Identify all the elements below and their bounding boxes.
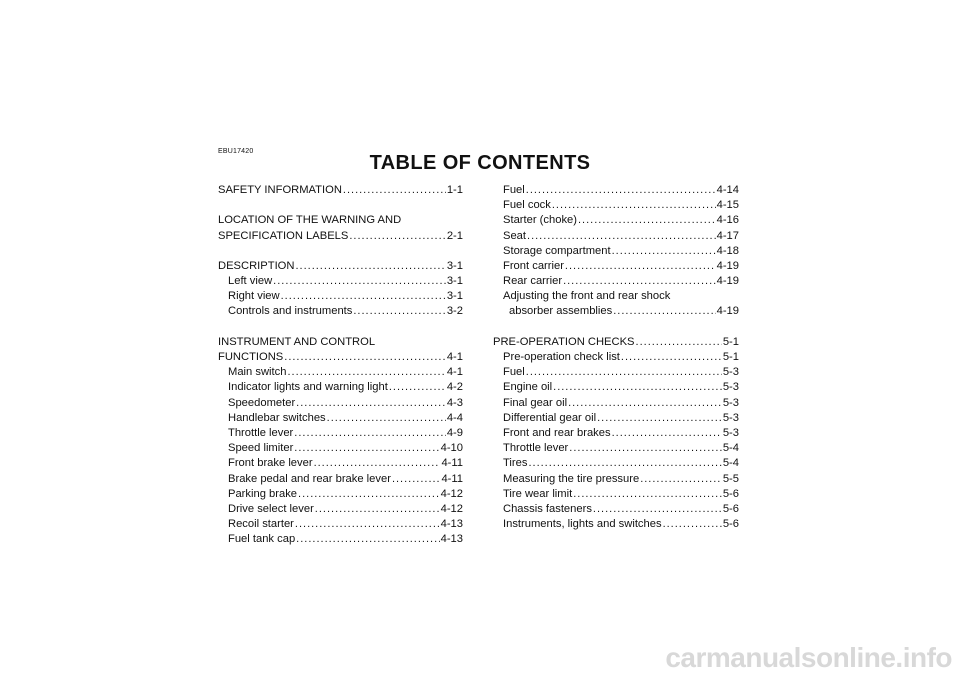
dot-leader [295,259,445,274]
toc-subentry[interactable] [218,411,463,426]
toc-entry-label: PRE-OPERATION CHECKS [493,335,635,348]
toc-entry-label: Handlebar switches [228,411,326,424]
toc-entry-label: Left view [228,275,273,288]
toc-entry-page: 5-6 [722,487,739,500]
toc-entry-label: Speed limiter [228,442,294,455]
toc-entry-label: Front carrier [503,259,564,272]
toc-entry-page: 5-5 [722,472,739,485]
dot-leader [287,365,445,380]
toc-entry-page: 3-1 [446,275,463,288]
toc-subentry[interactable] [218,305,463,320]
toc-entry-label: Drive select lever [228,502,314,515]
toc-entry-label: Fuel [503,183,525,196]
toc-entry-page: 4-11 [441,472,463,485]
toc-subentry[interactable] [218,487,463,502]
dot-leader [612,426,722,441]
toc-entry-label-line: Adjusting the front and rear shock [503,290,671,303]
dot-leader [578,213,716,228]
toc-entry-label: DESCRIPTION [218,259,295,272]
toc-entry-label: Measuring the tire pressure [503,472,640,485]
toc-entry-label: Fuel [503,366,525,379]
toc-entry-page: 4-13 [440,518,463,531]
dot-leader [327,411,446,426]
dot-leader [295,517,440,532]
dot-leader [298,487,440,502]
dot-leader [612,244,716,259]
document-code: EBU17420 [218,148,254,155]
toc-subentry[interactable] [493,426,739,441]
dot-leader [640,472,722,487]
toc-entry-label: Parking brake [228,487,298,500]
toc-subentry[interactable] [493,380,739,395]
toc-entry-label: Starter (choke) [503,214,577,227]
toc-subentry[interactable] [493,411,739,426]
dot-leader [294,426,446,441]
toc-subentry[interactable] [493,365,739,380]
toc-subentry[interactable] [218,456,463,471]
toc-entry-page: 5-6 [722,502,739,515]
toc-entry-label: Recoil starter [228,518,294,531]
dot-leader [389,380,446,395]
toc-subentry[interactable] [493,259,739,274]
toc-entry-page: 4-14 [716,183,739,196]
toc-entry-specification-labels[interactable] [218,229,463,244]
dot-leader [636,335,722,350]
dot-leader [527,229,716,244]
dot-leader [613,304,715,319]
toc-subentry[interactable] [493,213,739,228]
toc-entry-page: 1-1 [446,183,463,196]
dot-leader [593,502,722,517]
toc-entry-page: 4-19 [716,275,739,288]
toc-subentry[interactable] [493,350,739,365]
toc-entry-label: Throttle lever [503,442,569,455]
toc-entry-page: 4-12 [440,487,463,500]
toc-entry-label: Fuel tank cap [228,533,296,546]
toc-subentry[interactable] [493,183,739,198]
dot-leader [296,532,439,547]
toc-subentry[interactable] [218,472,463,487]
toc-subentry[interactable] [218,289,463,304]
dot-leader [526,183,716,198]
toc-subentry[interactable] [493,487,739,502]
dot-leader [621,350,722,365]
watermark: carmanualsonline.info [665,642,952,673]
toc-entry-label: Tire wear limit [503,487,573,500]
dot-leader [392,472,441,487]
dot-leader [597,411,722,426]
toc-subentry[interactable] [218,380,463,395]
dot-leader [569,441,722,456]
toc-entry-page: 5-4 [722,442,739,455]
spacer [218,244,463,259]
toc-entry-page: 4-2 [446,381,463,394]
toc-entry-label: Storage compartment [503,244,611,257]
toc-entry-safety-information[interactable] [218,183,463,198]
dot-leader [353,304,445,319]
toc-entry-page: 5-3 [722,381,739,394]
toc-entry-label: Rear carrier [503,275,563,288]
dot-leader [553,380,722,395]
toc-entry-page: 5-6 [722,518,739,531]
toc-entry-label: Right view [228,290,280,303]
toc-entry-label: Chassis fasteners [503,502,592,515]
spacer [218,320,463,335]
dot-leader [281,289,446,304]
toc-entry-page: 5-3 [722,411,739,424]
toc-subentry[interactable] [493,274,739,289]
dot-leader [314,456,441,471]
toc-subentry[interactable] [218,532,463,547]
toc-entry-label: FUNCTIONS [218,351,284,364]
toc-entry-page: 4-1 [446,351,463,364]
dot-leader [294,441,439,456]
toc-entry-page: 4-19 [716,259,739,272]
dot-leader [663,517,722,532]
toc-subentry[interactable] [493,517,739,532]
dot-leader [284,350,446,365]
toc-subentry[interactable] [218,502,463,517]
toc-entry-label: Seat [503,229,527,242]
toc-entry-label: Main switch [228,366,287,379]
toc-entry-pre-operation-checks[interactable] [493,335,739,350]
toc-entry-label: Final gear oil [503,396,568,409]
toc-entry-functions[interactable] [218,350,463,365]
toc-subentry[interactable] [218,517,463,532]
toc-subentry[interactable] [218,426,463,441]
toc-entry-page: 2-1 [446,229,463,242]
toc-subentry[interactable] [493,502,739,517]
toc-entry-label: absorber assemblies [509,305,613,318]
toc-subentry[interactable] [218,396,463,411]
toc-entry-page: 4-15 [716,199,739,212]
toc-entry-label: Differential gear oil [503,411,597,424]
toc-entry-label: Throttle lever [228,426,294,439]
dot-leader [563,274,716,289]
toc-entry-page: 4-12 [440,502,463,515]
toc-subentry[interactable] [493,229,739,244]
dot-leader [526,365,722,380]
dot-leader [296,396,446,411]
dot-leader [573,487,722,502]
toc-entry-label: Pre-operation check list [503,351,620,364]
toc-entry-page: 5-3 [722,366,739,379]
dot-leader [343,183,446,198]
toc-entry-page: 4-18 [716,244,739,257]
toc-subentry[interactable] [218,274,463,289]
toc-entry-label: Engine oil [503,381,553,394]
toc-subentry[interactable] [218,441,463,456]
toc-entry-page: 4-1 [446,366,463,379]
toc-entry-label: SAFETY INFORMATION [218,183,342,196]
toc-entry-label: Instruments, lights and switches [503,518,662,531]
toc-entry-page: 4-3 [446,396,463,409]
toc-entry-label: Fuel cock [503,199,551,212]
dot-leader [315,502,440,517]
toc-subentry[interactable] [493,441,739,456]
toc-entry-label: Brake pedal and rear brake lever [228,472,391,485]
toc-entry-label: SPECIFICATION LABELS [218,229,349,242]
toc-entry-page: 5-4 [722,457,739,470]
toc-entry-page: 4-13 [440,533,463,546]
toc-entry-page: 4-10 [440,442,463,455]
toc-subentry[interactable] [218,365,463,380]
dot-leader [552,198,716,213]
toc-left-column [218,183,463,548]
toc-entry-page: 5-3 [722,396,739,409]
toc-entry-page: 5-1 [722,335,739,348]
dot-leader [565,259,716,274]
toc-entry-page: 3-2 [446,305,463,318]
toc-entry-label: Front and rear brakes [503,426,611,439]
toc-entry-label-line: INSTRUMENT AND CONTROL [218,335,376,348]
spacer [493,320,739,335]
toc-entry-page: 3-1 [446,259,463,272]
toc-entry-page: 4-11 [441,457,463,470]
toc-entry-label: Front brake lever [228,457,313,470]
toc-subentry-absorber-assemblies[interactable] [493,305,739,320]
toc-entry-label: Controls and instruments [228,305,353,318]
toc-subentry[interactable] [493,456,739,471]
toc-subentry[interactable] [493,244,739,259]
spacer [218,198,463,213]
dot-leader [568,396,722,411]
toc-entry-description[interactable] [218,259,463,274]
toc-subentry[interactable] [493,472,739,487]
page-title: TABLE OF CONTENTS [369,152,591,174]
toc-entry-page: 4-19 [716,305,739,318]
dot-leader [528,456,721,471]
toc-entry-page: 3-1 [446,290,463,303]
toc-entry-page: 4-17 [716,229,739,242]
toc-entry-label-line: LOCATION OF THE WARNING AND [218,214,402,227]
toc-entry-page: 4-4 [446,411,463,424]
toc-entry-page: 4-16 [716,214,739,227]
dot-leader [349,229,445,244]
toc-entry-page: 4-9 [446,426,463,439]
toc-entry-label: Tires [503,457,528,470]
toc-subentry[interactable] [493,396,739,411]
toc-entry-label: Indicator lights and warning light [228,381,388,394]
toc-entry-page: 5-3 [722,426,739,439]
toc-right-column [493,183,739,532]
toc-entry-page: 5-1 [722,351,739,364]
dot-leader [273,274,446,289]
toc-subentry[interactable] [493,198,739,213]
toc-entry-label: Speedometer [228,396,296,409]
